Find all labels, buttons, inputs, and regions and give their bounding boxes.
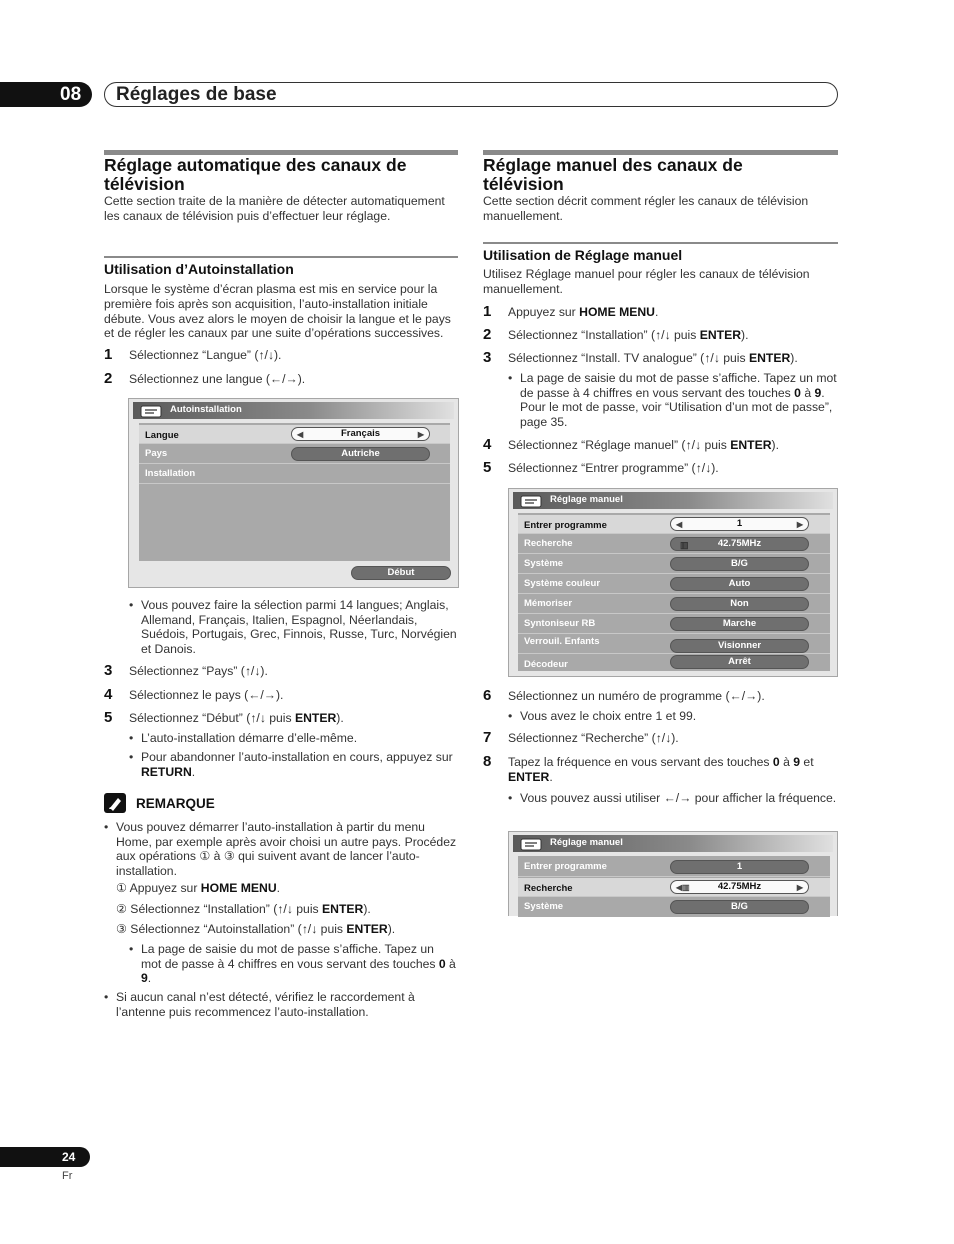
bullet-abort: • Pour abandonner l’auto-installation en cours, appuyez sur RETURN. [129, 750, 453, 779]
reglage-manuel-screen-2 [508, 831, 838, 916]
left-sub-intro: Lorsque le système d’écran plasma est mis en service pour la première fois après son acquisition, l’auto-installation initiale débute. Vous avez alors le moyen de choisir la langue et le pays et de régler les canaux par une suite d’opérations successives. [104, 282, 451, 341]
menu-row-recherche[interactable]: Recherche ◀▥ 42.75MHz ▶ [518, 878, 830, 897]
bullet-arrows: • Vous pouvez aussi utiliser ←/→ pour afficher la fréquence. [508, 791, 837, 805]
step-5: 5 Sélectionnez “Début” (↑/↓ puis ENTER). [104, 709, 344, 726]
screen-body [518, 513, 830, 671]
screen-header: Autoinstallation [133, 402, 454, 419]
step-4: 4 Sélectionnez “Réglage manuel” (↑/↓ puis ENTER). [483, 436, 779, 453]
screen-body [139, 423, 450, 561]
syntoniseur-value[interactable]: Marche [670, 617, 809, 631]
remark-title: REMARQUE [136, 796, 215, 811]
step-7: 7 Sélectionnez “Recherche” (↑/↓). [483, 729, 679, 746]
menu-row-entrer-programme[interactable]: Entrer programme ◀ 1 ▶ [518, 515, 830, 534]
bullet-languages: • Vous pouvez faire la sélection parmi 14 langues; Anglais, Allemand, Français, Italien, Espagnol, Néerlandais, Suédois, Portugais, Grec, Finnois, Russe, Turc, Norvégien et Danois. [129, 598, 457, 656]
programme-value[interactable]: 1 [670, 860, 809, 874]
recherche-value[interactable]: ▥ 42.75MHz [670, 537, 809, 551]
step-2: 2 Sélectionnez une langue (←/→). [104, 370, 306, 387]
systeme-couleur-value[interactable]: Auto [670, 577, 809, 591]
decodeur-value[interactable]: Arrêt [670, 655, 809, 669]
recherche-selector[interactable]: ◀▥ 42.75MHz ▶ [670, 880, 809, 894]
step-4: 4 Sélectionnez le pays (←/→). [104, 686, 284, 703]
left-subsection-title: Utilisation d’Autoinstallation [104, 261, 294, 277]
chapter-number-badge: 08 [0, 82, 92, 107]
step-8: 8 Tapez la fréquence en vous servant des touches 0 à 9 et ENTER. [483, 753, 814, 784]
language-code: Fr [62, 1170, 73, 1182]
arrow-right-icon: ▶ [796, 883, 803, 892]
systeme-value[interactable]: B/G [670, 557, 809, 571]
menu-row-systeme[interactable]: Système B/G [518, 555, 830, 574]
screen-header: Réglage manuel [513, 835, 833, 852]
pays-value[interactable]: Autriche [291, 447, 430, 461]
verrouil-value[interactable]: Visionner [670, 639, 809, 653]
remark-sub-1: ① Appuyez sur HOME MENU. [116, 881, 281, 895]
remark-bullet-1: • Vous pouvez démarrer l’auto-installation à partir du menu Home, par exemple après avoir choisi un autre pays. Procédez aux opérations ① à ③ qui suivent avant de lancer l’auto-installation. [104, 820, 457, 878]
autoinstallation-screen [128, 398, 459, 588]
remark-bullet-2: • Si aucun canal n’est détecté, vérifiez le raccordement à l’antenne puis recommencez l’auto-installation. [104, 990, 415, 1019]
langue-selector[interactable]: ◀ Français ▶ [291, 427, 430, 441]
menu-hand-icon [519, 836, 545, 852]
menu-row-langue[interactable]: Langue ◀ Français ▶ [139, 425, 450, 444]
frequency-icon: ▥ [680, 540, 689, 550]
step-1: 1 Sélectionnez “Langue” (↑/↓). [104, 346, 282, 363]
remark-sub-3: ③ Sélectionnez “Autoinstallation” (↑/↓ puis ENTER). [116, 922, 396, 936]
left-intro: Cette section traite de la manière de détecter automatiquement les canaux de télévision puis d’effectuer leur réglage. [104, 194, 445, 223]
debut-button[interactable]: Début [351, 566, 451, 580]
subsection-rule [483, 242, 838, 244]
systeme-value[interactable]: B/G [670, 900, 809, 914]
step-2: 2 Sélectionnez “Installation” (↑/↓ puis ENTER). [483, 326, 749, 343]
step-3: 3 Sélectionnez “Install. TV analogue” (↑/↓ puis ENTER). [483, 349, 798, 366]
remark-sub-2: ② Sélectionnez “Installation” (↑/↓ puis ENTER). [116, 902, 371, 916]
step-1: 1 Appuyez sur HOME MENU. [483, 303, 659, 320]
right-section-title: Réglage manuel des canaux de télévision [483, 155, 743, 194]
right-subsection-title: Utilisation de Réglage manuel [483, 247, 683, 263]
menu-row-memoriser[interactable]: Mémoriser Non [518, 595, 830, 614]
bullet-autostart: • L’auto-installation démarre d’elle-même. [129, 731, 358, 745]
subsection-rule [104, 256, 458, 258]
left-section-title: Réglage automatique des canaux de télévision [104, 155, 407, 194]
menu-row-systeme-couleur[interactable]: Système couleur Auto [518, 575, 830, 594]
page-number: 24 [0, 1147, 90, 1167]
bullet-range: • Vous avez le choix entre 1 et 99. [508, 709, 697, 723]
bullet-password: • La page de saisie du mot de passe s’affiche. Tapez un mot de passe à 4 chiffres en vous servant des touches 0 à 9. Pour le mot de passe, voir “Utilisation d’un mot de passe”, page 35. [508, 371, 837, 429]
menu-row-decodeur[interactable]: Décodeur Arrêt [518, 655, 830, 671]
memoriser-value[interactable]: Non [670, 597, 809, 611]
menu-row-verrouil[interactable]: Verrouil. Enfants Visionner [518, 635, 830, 654]
arrow-left-icon: ◀ [676, 520, 683, 529]
screen-header: Réglage manuel [513, 492, 833, 509]
reglage-manuel-screen [508, 488, 838, 677]
menu-row-installation[interactable]: Installation [139, 465, 450, 484]
chapter-title: Réglages de base [104, 82, 838, 107]
arrow-left-icon: ◀ [297, 430, 304, 439]
arrow-left-icon: ◀▥ [676, 883, 690, 892]
programme-selector[interactable]: ◀ 1 ▶ [670, 517, 809, 531]
arrow-right-icon: ▶ [796, 520, 803, 529]
step-3: 3 Sélectionnez “Pays” (↑/↓). [104, 662, 268, 679]
menu-row-systeme[interactable]: Système B/G [518, 898, 830, 917]
right-sub-intro: Utilisez Réglage manuel pour régler les canaux de télévision manuellement. [483, 267, 810, 296]
remark-sub-bullet: • La page de saisie du mot de passe s’affiche. Tapez un mot de passe à 4 chiffres en vous servant des touches 0 à 9. [129, 942, 456, 986]
remark-pencil-icon [104, 793, 126, 813]
menu-row-entrer-programme[interactable]: Entrer programme 1 [518, 858, 830, 877]
menu-row-pays[interactable]: Pays Autriche [139, 445, 450, 464]
menu-hand-icon [139, 403, 165, 419]
step-5: 5 Sélectionnez “Entrer programme” (↑/↓). [483, 459, 719, 476]
screen-body [518, 856, 830, 917]
step-6: 6 Sélectionnez un numéro de programme (←/→). [483, 687, 765, 704]
menu-row-recherche[interactable]: Recherche ▥ 42.75MHz [518, 535, 830, 554]
arrow-right-icon: ▶ [417, 430, 424, 439]
menu-row-syntoniseur[interactable]: Syntoniseur RB Marche [518, 615, 830, 634]
menu-hand-icon [519, 493, 545, 509]
right-intro: Cette section décrit comment régler les canaux de télévision manuellement. [483, 194, 809, 223]
